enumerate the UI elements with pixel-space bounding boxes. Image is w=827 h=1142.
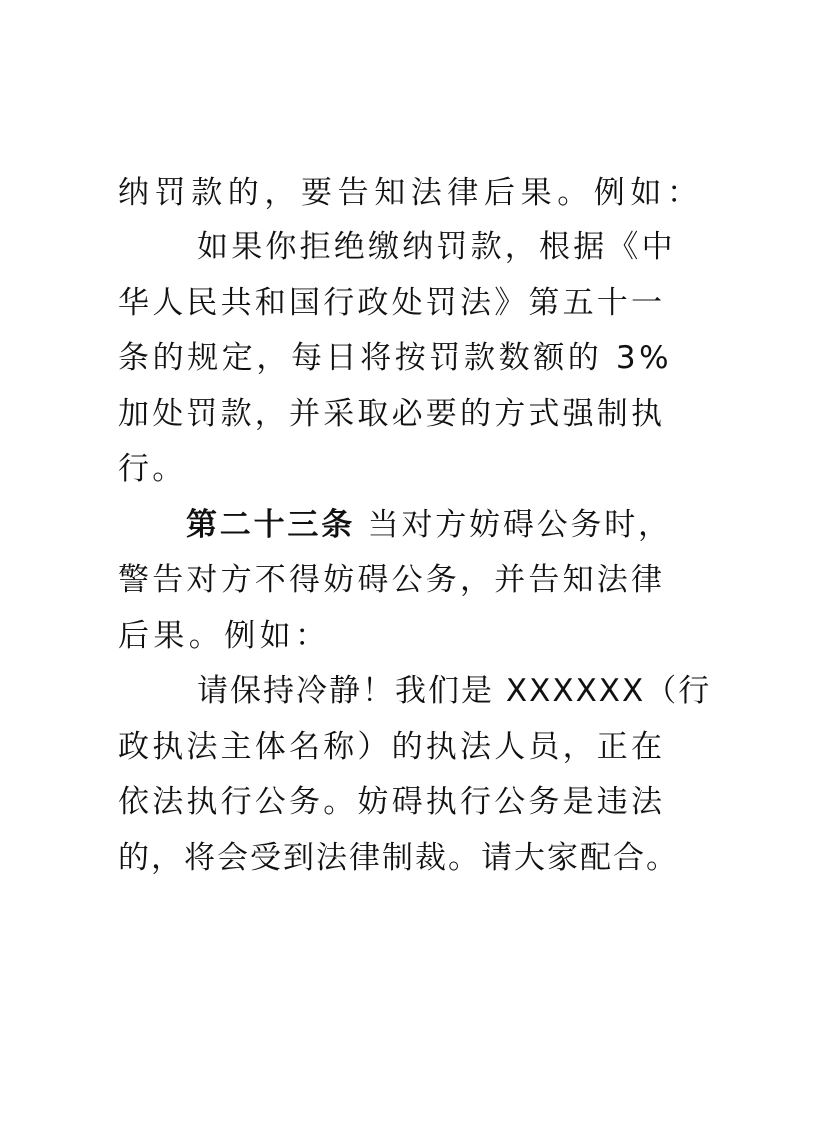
text-line: 加处罚款，并采取必要的方式强制执 — [118, 396, 666, 432]
text-line: 华人民共和国行政处罚法》第五十一 — [118, 285, 666, 321]
text-line: 请保持冷静！我们是 XXXXXX（行 — [197, 673, 712, 709]
article-heading: 第二十三条 — [186, 507, 355, 543]
text-line: 警告对方不得妨碍公务，并告知法律 — [118, 562, 666, 598]
text-line: 纳罚款的，要告知法律后果。例如： — [118, 175, 704, 211]
text-line: 的，将会受到法律制裁。请大家配合。 — [118, 840, 679, 876]
text-line: 政执法主体名称）的执法人员，正在 — [118, 729, 666, 765]
text-line: 如果你拒绝缴纳罚款，根据《中 — [197, 229, 676, 265]
text-line: 条的规定，每日将按罚款数额的 3% — [118, 340, 673, 376]
article-text: 当对方妨碍公务时， — [355, 507, 672, 543]
text-line: 依法执行公务。妨碍执行公务是违法 — [118, 784, 666, 820]
text-line: 行。 — [118, 451, 187, 487]
text-line: 后果。例如： — [118, 618, 331, 654]
article-heading-line — [0, 495, 827, 555]
